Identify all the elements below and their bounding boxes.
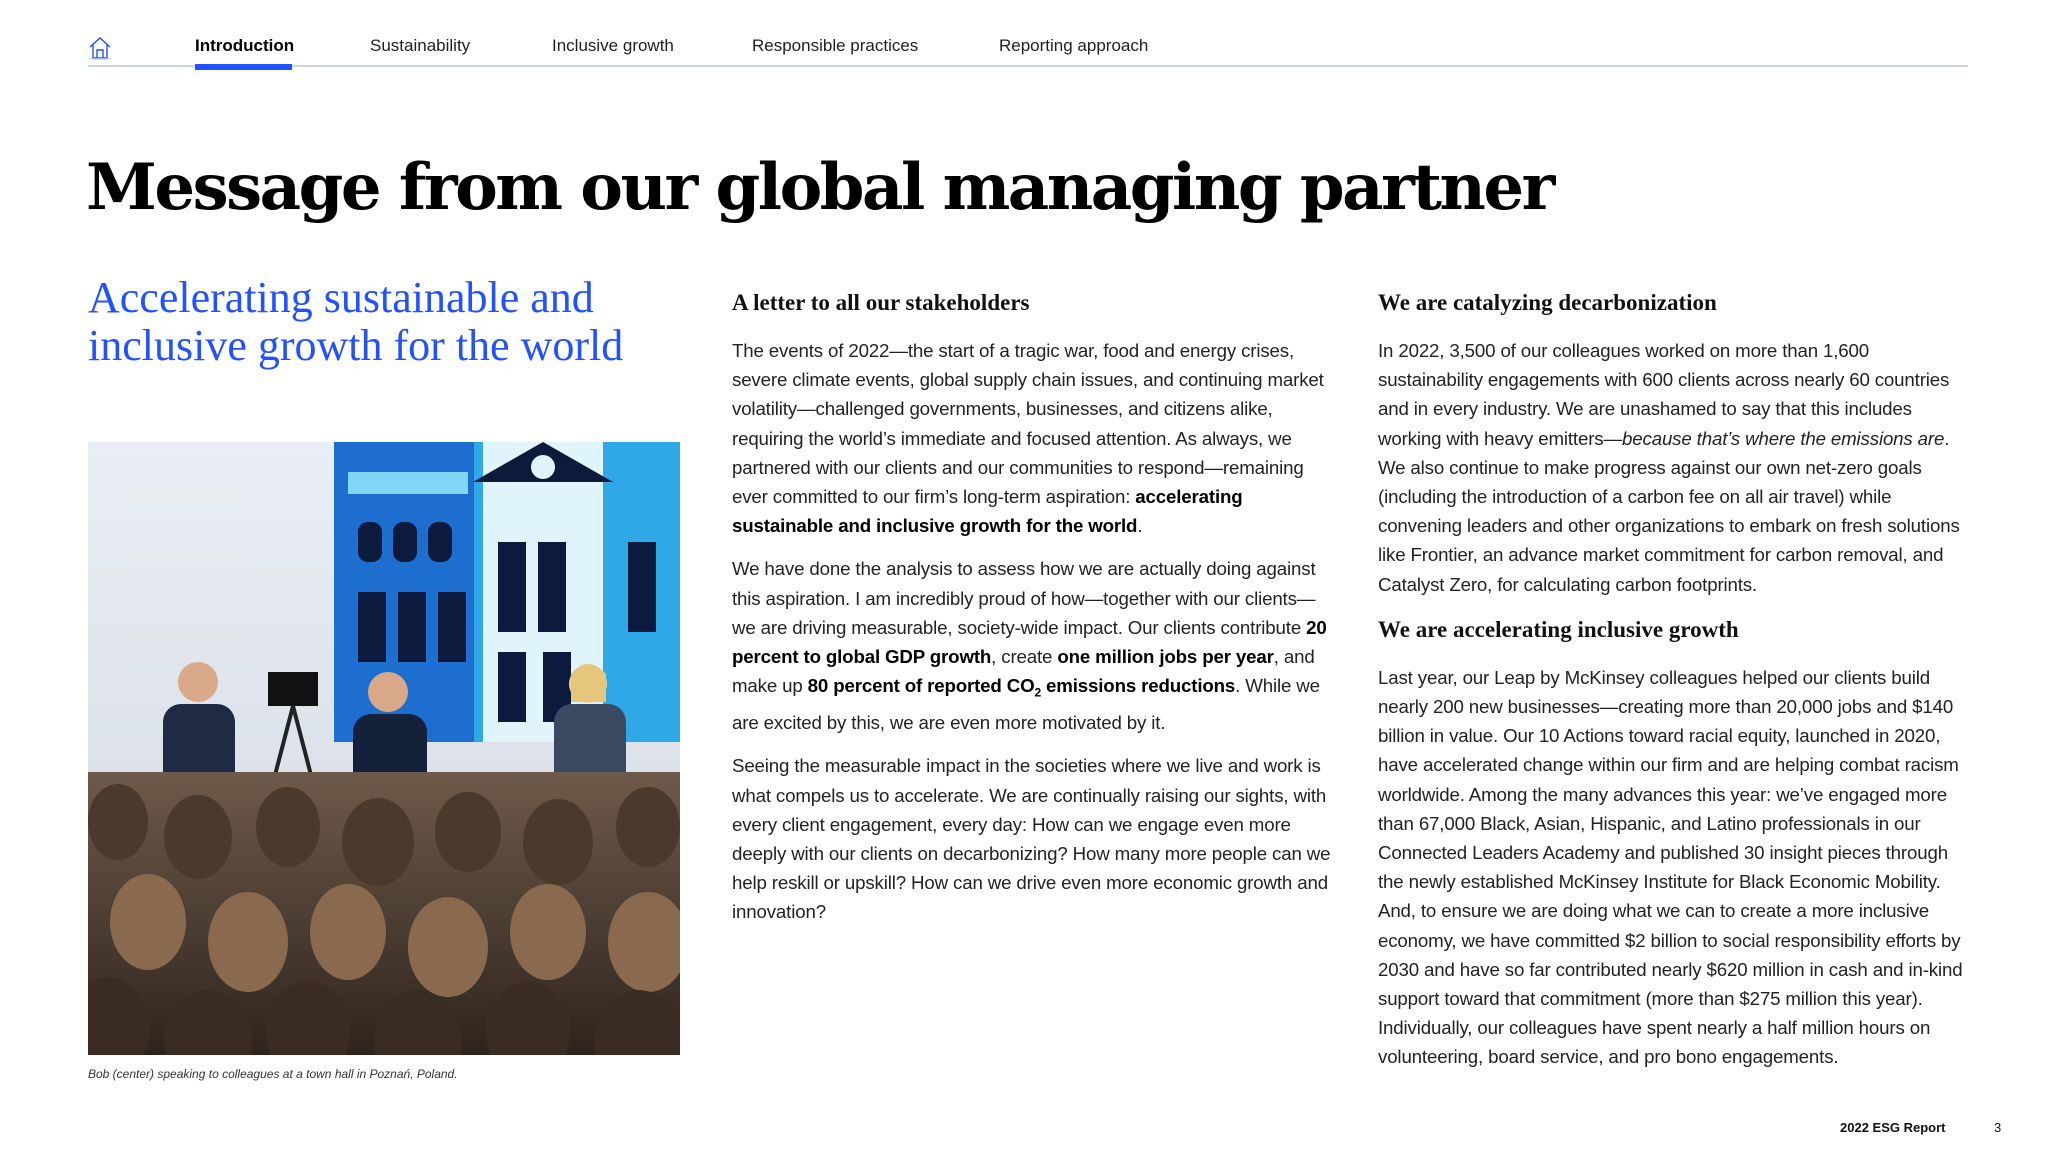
letter-paragraph-2: We have done the analysis to assess how we are actually doing against this aspiration. I am incredibly proud of how—together with our clients—we are driving measurable, society-wide impact. Our clients contribute 20 percent to global GDP growth, create one million jobs per year, and make up 80 percent of reported $CO_2$ emissions reductions. While we are excited by this, we are even more motivated by it. bbox=[732, 558, 1327, 734]
letter-paragraph-3: Seeing the measurable impact in the societies where we live and work is what compels us to accelerate. We are continually raising our sights, with every client engagement, every day: How can we engage even more deeply with our clients on decarbonizing? How many more people can we help reskill or upskill? How can we drive even more economic growth and innovation? bbox=[732, 755, 1331, 923]
commitments-column bbox=[1378, 286, 1978, 1086]
active-tab-indicator bbox=[195, 64, 292, 70]
decarbonization-heading: We are catalyzing decarbonization bbox=[1378, 290, 1717, 315]
photo-caption: Bob (center) speaking to colleagues at a town hall in Poznań, Poland. bbox=[88, 1067, 458, 1081]
letter-heading: A letter to all our stakeholders bbox=[732, 290, 1030, 315]
inclusive-growth-paragraph: Last year, our Leap by McKinsey colleagues helped our clients build nearly 200 new businesses—creating more than 20,000 jobs and $140 billion in value. Our 10 Actions toward racial equity, launched in 2020, have accelerated change within our firm and are helping combat racism worldwide. Among the many advances this year: we’ve engaged more than 67,000 Black, Asian, Hispanic, and Latino professionals in our Connected Leaders Academy and published 30 insight pieces through the newly established McKinsey Institute for Black Economic Mobility. And, to ensure we are doing what we can to create a more inclusive economy, we have committed $2 billion to social responsibility efforts by 2030 and have so far contributed nearly $620 million in cash and in-kind support toward that commitment (more than $275 million this year). Individually, our colleagues have spent nearly a half million hours on volunteering, board service, and pro bono engagements. bbox=[1378, 666, 1963, 1068]
tab-inclusive-growth[interactable]: Inclusive growth bbox=[552, 36, 674, 55]
decarbonization-paragraph: In 2022, 3,500 of our colleagues worked on more than 1,600 sustainability engagements with 600 clients across nearly 60 countries and in every industry. We are unashamed to say that this includes working with heavy emitters—because that’s where the emissions are. We also continue to make progress against our own net-zero goals (including the introduction of a carbon fee on all air travel) while convening leaders and other organizations to embark on fresh solutions like Frontier, an advance market commitment for carbon removal, and Catalyst Zero, for calculating carbon footprints. bbox=[1378, 340, 1960, 595]
tab-introduction[interactable]: Introduction bbox=[195, 36, 295, 55]
footer-report-title: 2022 ESG Report bbox=[1840, 1120, 1946, 1135]
town-hall-photo bbox=[88, 442, 680, 1055]
nav-divider bbox=[88, 65, 1968, 67]
page-number: 3 bbox=[1994, 1120, 2002, 1135]
letter-column bbox=[732, 286, 1332, 941]
home-icon[interactable] bbox=[88, 36, 112, 60]
tab-sustainability[interactable]: Sustainability bbox=[370, 36, 471, 55]
top-nav bbox=[88, 30, 1968, 72]
inclusive-growth-heading: We are accelerating inclusive growth bbox=[1378, 616, 1739, 642]
letter-paragraph-1: The events of 2022—the start of a tragic war, food and energy crises, severe climate events, global supply chain issues, and continuing market volatility—challenged governments, businesses, and citizens alike, requiring the world’s immediate and focused attention. As always, we partnered with our clients and our communities to respond—remaining ever committed to our firm’s long-term aspiration: accelerating sustainable and inclusive growth for the world. bbox=[732, 340, 1324, 537]
page-subtitle: Accelerating sustainable and inclusive growth for the world bbox=[88, 273, 624, 370]
page-title: Message from our global managing partner bbox=[86, 150, 1553, 225]
tab-reporting-approach[interactable]: Reporting approach bbox=[999, 36, 1149, 55]
tab-responsible-practices[interactable]: Responsible practices bbox=[752, 36, 919, 55]
